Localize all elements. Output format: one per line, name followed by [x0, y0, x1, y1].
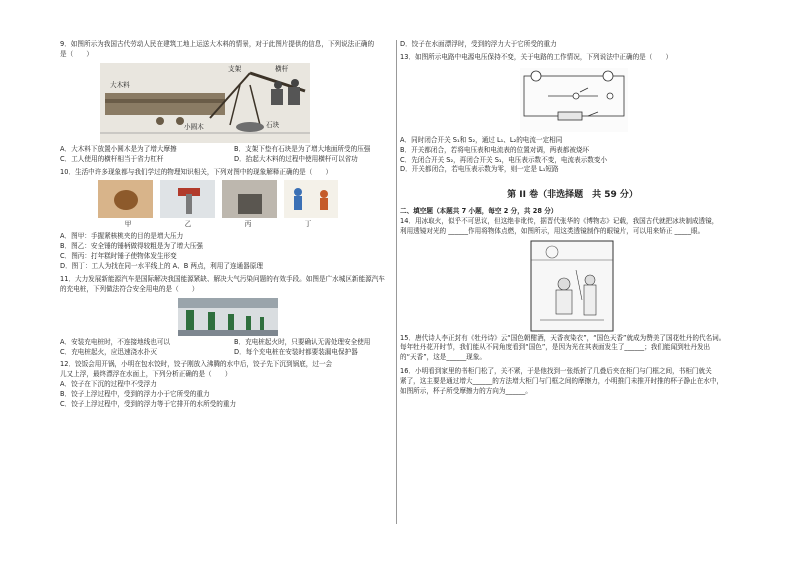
fig-label-jia: 甲	[124, 220, 132, 229]
q16-line3: 如图所示，杯子所受摩擦力的方向为______。	[400, 386, 532, 395]
q11-stem-line2: 的充电桩，下列做法符合安全用电的是（ ）	[60, 284, 199, 293]
fill-blank-section	[400, 207, 745, 397]
question-12	[60, 360, 400, 409]
q11-option-a: A．安装充电桩时，不连接地线也可以	[60, 337, 171, 346]
q10-option-c: C．图丙：打年糕时锤子使物体发生形变	[60, 252, 177, 261]
q9-figure	[100, 63, 400, 143]
q16-line2: 紧了，这主要是通过增大______的方法增大柜门与门框之间的摩擦力，小明推门未推开时推的杯子静止在水中，	[400, 377, 724, 386]
q13-option-c: C．先闭合开关 S₂，再闭合开关 S₁，电压表示数不变，电流表示数变小	[400, 155, 608, 164]
q12-option-b: B．饺子上浮过程中，受到的浮力小于它所受的重力	[60, 390, 210, 399]
q9-option-d: D．抬起大木料的过程中使用横杆可以省功	[234, 154, 358, 163]
question-10	[60, 168, 400, 272]
label-shikuai: 石块	[266, 120, 280, 129]
q10-four-images	[98, 180, 338, 220]
q14-line1: 14．用冰取火，似乎不可思议，但这绝非讹传，据晋代张华的《博物志》记载，我国古代就把冰块制成透镜，	[400, 216, 719, 225]
q9-stem-line2: 是（ ）	[60, 49, 93, 58]
q12-stem-line2: 儿又上浮，最终漂浮在水面上，下列分析正确的是（ ）	[60, 370, 232, 379]
q11-figure	[178, 298, 400, 336]
q13-circuit-figure	[518, 66, 745, 134]
q13-stem: 13．如图所示电路中电源电压保持不变，关于电路的工作情况，下列说法中正确的是（ ）	[400, 52, 673, 61]
right-column	[400, 40, 745, 397]
q11-options	[60, 338, 400, 358]
label-henggan: 横杆	[275, 64, 289, 73]
q12-option-d: D．饺子在水面漂浮时，受到的浮力大于它所受的重力	[400, 40, 557, 48]
q9-option-b: B．支架下垫有石块是为了增大地面所受的压强	[234, 144, 371, 153]
q15-line2: 每年牡丹花开时节，我们能从不同角度看到“国色”，是因为光在其表面发生了______；我们能闻到牡丹发出	[400, 343, 711, 352]
q11-option-d: D．每个充电桩在安装时都要装漏电保护器	[234, 347, 358, 356]
charging-pile-photo	[178, 298, 278, 336]
column-divider	[396, 40, 397, 524]
q10-figure	[98, 180, 400, 230]
circuit-diagram	[518, 66, 630, 134]
q10-option-a: A．图甲：手握紧核桃夹的目的是增大压力	[60, 232, 184, 241]
q14-figure	[530, 240, 745, 332]
q14-line2: 利用透镜对光的 ______作用将物体点燃，如图所示，用这类透镜制作的眼镜片，可以用来矫正 _____眼。	[400, 226, 705, 235]
q12-stem-line1: 12．饺饭会用开锅，小明在包水饺时，饺子刚放入沸腾的水中后，饺子先下沉到锅底，过一会	[60, 360, 333, 369]
q13-option-b: B．开关都闭合，若将电压表和电流表的位置对调，两表都被烧坏	[400, 145, 590, 154]
q16-line1: 16．小明看到家里的书柜门松了，关不紧，于是他找到一张纸折了几叠后夹在柜门与门框之间，书柜门就关	[400, 367, 712, 376]
question-9	[60, 40, 400, 165]
q9-stem-line1: 9．如图所示为我国古代劳动人民在建筑工地上运送大木料的情景，对于此图片提供的信息，下列说法正确的	[60, 40, 375, 48]
q12-option-c: C．饺子上浮过程中，受到的浮力等于它排开的水所受的重力	[60, 400, 237, 409]
q9-options	[60, 145, 400, 165]
label-zhijia: 支架	[228, 64, 242, 73]
q10-option-b: B．图乙：安全锤的锤柄做得较粗是为了增大压强	[60, 242, 203, 251]
ice-lens-illustration	[530, 240, 614, 332]
fig-label-ding: 丁	[304, 220, 312, 229]
left-column	[60, 40, 400, 410]
q9-option-a: A．大木料下放置小圆木是为了增大摩擦	[60, 144, 177, 153]
q11-stem-line1: 11．大力发展新能源汽车是国际解决我国能源紧缺、解决大气污染问题的有效手段。如图是广水城区新能源汽车	[60, 274, 385, 283]
q15-line3: 的“天香”，这是______现象。	[400, 353, 486, 362]
q10-stem: 10．生活中许多现象都与我们学过的物理知识相关，下列对图中的现象解释正确的是（ ）	[60, 167, 333, 176]
fig-label-yi: 乙	[184, 220, 192, 229]
q10-figure-labels	[98, 220, 338, 230]
q13-option-d: D．开关都闭合，若电压表示数为零，则一定是 L₁短路	[400, 165, 559, 174]
q13-option-a: A．同时闭合开关 S₁和 S₂，通过 L₁、L₂的电流一定相同	[400, 135, 563, 144]
q9-option-c: C．工人使用的横杆相当于省力杠杆	[60, 154, 164, 163]
q12-option-a: A．饺子在下沉的过程中不受浮力	[60, 380, 157, 389]
log-transport-illustration	[100, 63, 310, 143]
section-title: 第 II 卷（非选择题 共 59 分）	[507, 190, 638, 201]
fig-label-bing: 丙	[244, 220, 252, 229]
question-11	[60, 275, 400, 358]
fill-heading: 二、填空题（本题共 7 小题，每空 2 分，共 28 分）	[400, 206, 558, 215]
label-xiaoyuanmu: 小圆木	[184, 122, 204, 131]
q10-option-d: D．图丁：工人为找在同一水平线上的 A、B 两点，利用了连通器原理	[60, 262, 263, 271]
q11-option-b: B．充电桩起火时，只要确认无需处理安全使用	[234, 337, 371, 346]
q15-line1: 15．唐代诗人李正封有《牡丹诗》云“国色朝酣酒，天香夜染衣”，“国色天香”就成为赞美了国花牡丹的代名词。	[400, 333, 726, 342]
question-13	[400, 53, 745, 175]
label-damuliao: 大木料	[110, 80, 130, 89]
q11-option-c: C．充电桩起火，应迅速浇水扑灭	[60, 347, 157, 356]
